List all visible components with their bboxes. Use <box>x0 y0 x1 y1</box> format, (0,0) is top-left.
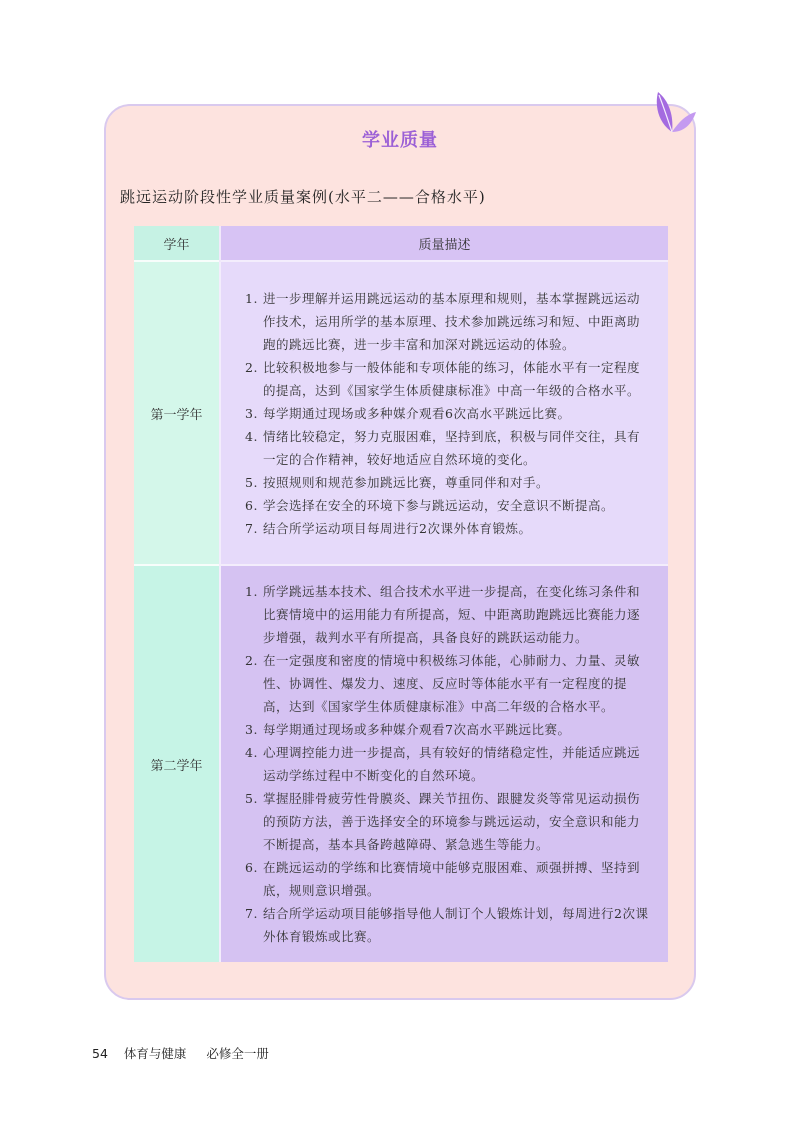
description-cell <box>220 565 668 962</box>
item-number: 7. <box>245 520 258 536</box>
item-number: 2. <box>245 359 258 375</box>
list-item <box>245 787 650 856</box>
item-text: 情绪比较稳定，努力克服困难，坚持到底，积极与同伴交往，具有一定的合作精神，较好地适应自然环境的变化。 <box>263 428 641 467</box>
list-item <box>245 287 650 356</box>
item-text: 结合所学运动项目能够指导他人制订个人锻炼计划，每周进行2次课外体育锻炼或比赛。 <box>263 906 649 944</box>
item-text: 所学跳远基本技术、组合技术水平进一步提高，在变化练习条件和比赛情境中的运用能力有所提高，短、中距离助跑跳远比赛能力逐步增强，裁判水平有所提高，具备良好的跳跃运动能力。 <box>263 584 641 645</box>
item-number: 4. <box>245 745 258 760</box>
item-number: 3. <box>245 722 258 737</box>
item-text: 在一定强度和密度的情境中积极练习体能，心肺耐力、力量、灵敏性、协调性、爆发力、速度、反应时等体能水平有一定程度的提高，达到《国家学生体质健康标准》中高二年级的合格水平。 <box>263 653 641 714</box>
item-text: 在跳远运动的学练和比赛情境中能够克服困难、顽强拼搏、坚持到底，规则意识增强。 <box>263 860 641 898</box>
item-text: 比较积极地参与一般体能和专项体能的练习，体能水平有一定程度的提高，达到《国家学生体质健康标准》中高一年级的合格水平。 <box>263 359 641 398</box>
list-item <box>245 856 650 902</box>
item-number: 2. <box>245 653 258 668</box>
list-item <box>245 494 650 517</box>
list-item <box>245 517 650 540</box>
item-number: 1. <box>245 584 258 599</box>
list-item <box>245 718 650 741</box>
volume-label: 必修全一册 <box>206 1046 269 1061</box>
quality-list <box>221 580 668 948</box>
item-text: 每学期通过现场或多种媒介观看6次高水平跳远比赛。 <box>263 405 571 421</box>
table-row-year-2 <box>134 565 668 962</box>
panel-title: 学业质量 <box>362 130 438 151</box>
item-text: 掌握胫腓骨疲劳性骨膜炎、踝关节扭伤、跟腱发炎等常见运动损伤的预防方法，善于选择安全的环境参与跳远运动，安全意识和能力不断提高，基本具备跨越障碍、紧急逃生等能力。 <box>263 791 641 852</box>
item-number: 7. <box>245 906 258 921</box>
list-item <box>245 471 650 494</box>
learning-quality-panel <box>104 104 696 1000</box>
item-text: 按照规则和规范参加跳远比赛，尊重同伴和对手。 <box>263 474 550 490</box>
item-text: 学会选择在安全的环境下参与跳远运动，安全意识不断提高。 <box>263 497 615 513</box>
item-number: 6. <box>245 860 258 875</box>
page-number: 54 <box>92 1046 108 1061</box>
leaf-decoration-icon <box>646 86 698 138</box>
book-title: 体育与健康 <box>123 1046 187 1061</box>
item-number: 4. <box>245 428 258 444</box>
item-text: 结合所学运动项目每周进行2次课外体育锻炼。 <box>263 520 532 536</box>
list-item <box>245 402 650 425</box>
header-year: 学年 <box>134 226 220 261</box>
case-subtitle: 跳远运动阶段性学业质量案例(水平二——合格水平) <box>120 188 486 206</box>
item-text: 每学期通过现场或多种媒介观看7次高水平跳远比赛。 <box>263 722 571 737</box>
item-number: 5. <box>245 474 258 490</box>
year-cell: 第二学年 <box>134 565 220 962</box>
quality-table <box>134 226 668 962</box>
item-number: 6. <box>245 497 258 513</box>
list-item <box>245 649 650 718</box>
page-footer <box>92 1044 269 1062</box>
item-text: 进一步理解并运用跳远运动的基本原理和规则，基本掌握跳远运动作技术，运用所学的基本原理、技术参加跳远练习和短、中距离助跑的跳远比赛，进一步丰富和加深对跳远运动的体验。 <box>263 290 641 352</box>
list-item <box>245 425 650 471</box>
table-row-year-1 <box>134 261 668 565</box>
quality-list <box>221 287 668 540</box>
list-item <box>245 902 650 948</box>
item-number: 1. <box>245 290 258 306</box>
item-text: 心理调控能力进一步提高，具有较好的情绪稳定性，并能适应跳远运动学练过程中不断变化的自然环境。 <box>263 745 641 783</box>
year-cell: 第一学年 <box>134 261 220 565</box>
list-item <box>245 741 650 787</box>
list-item <box>245 580 650 649</box>
description-cell <box>220 261 668 565</box>
item-number: 5. <box>245 791 258 806</box>
header-description: 质量描述 <box>220 226 668 261</box>
item-number: 3. <box>245 405 258 421</box>
list-item <box>245 356 650 402</box>
